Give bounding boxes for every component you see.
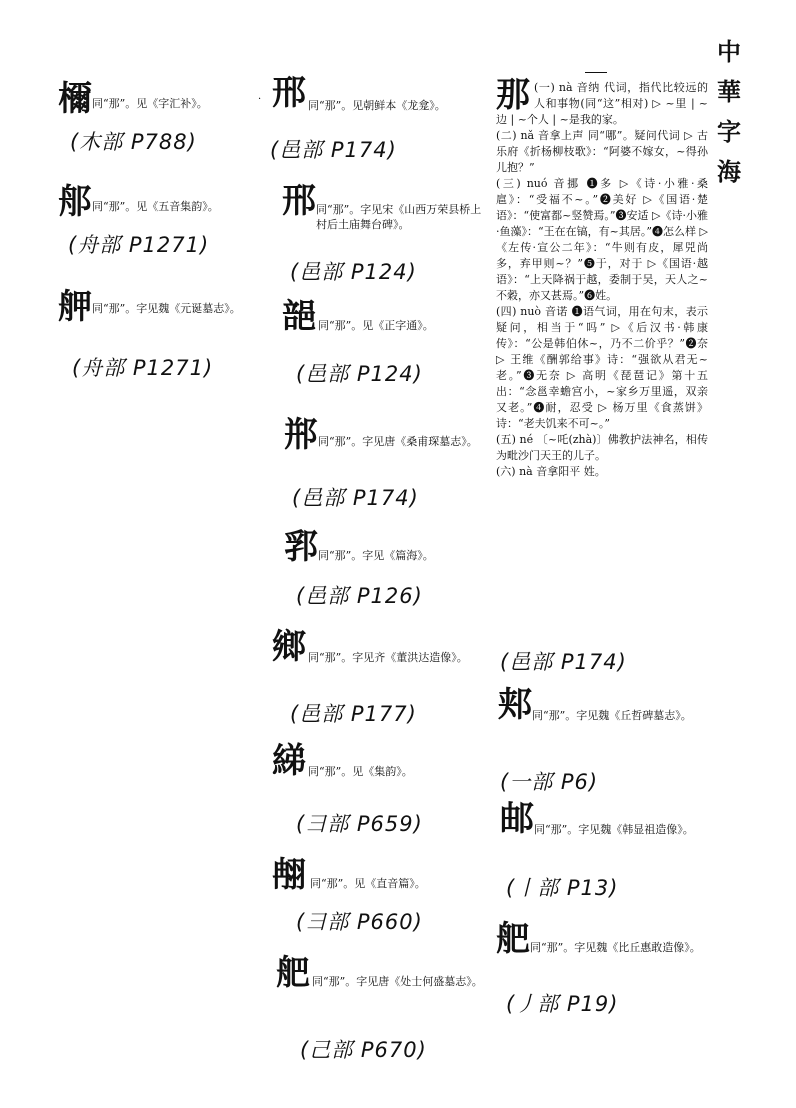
side-title-char: 字 — [717, 117, 741, 146]
headword: 郶 — [282, 297, 316, 337]
entry-definition: 同“那”。见《字汇补》。 — [92, 97, 208, 110]
entry-definition: 同“那”。字见魏《元诞墓志》。 — [92, 302, 241, 315]
handwritten-note: (邑部 P124) — [290, 260, 417, 284]
entry-definition: 同“那”。字见唐《处士何盛墓志》。 — [312, 975, 483, 988]
handwritten-note: (木部 P788) — [70, 130, 197, 154]
entry-definition: 同“那”。字见宋《山西万荣县桥上村后土庙舞台碑》。 — [316, 203, 482, 231]
handwritten-note: (丿部 P19) — [506, 992, 619, 1016]
entry-definition: 同“那”。字见魏《比丘惠敢造像》。 — [530, 941, 701, 954]
handwritten-note: (邑部 P174) — [292, 486, 419, 510]
handwritten-note: (己部 P670) — [300, 1038, 427, 1062]
entry-definition: 同“那”。字见《篇海》。 — [318, 549, 434, 562]
handwritten-note: (彐部 P660) — [296, 910, 423, 934]
main-entry-section: (四) nuò 音诺 ❶语气词，用在句末，表示疑问，相当于“吗” ▷《后汉书·韩康传》：“公是韩伯休~，乃不二价乎？”❷奈 ▷ 王维《酬郭给事》诗：“强欲从君无~老。”❸无奈 ▷ 高明《琵琶记》第十五出：“念邕幸蟾宫小，~家乡万里遥，双亲又老。”❹耐，忍受 ▷ 杨万里《食蒸饼》诗：“老夫饥来不可~。” — [496, 305, 708, 430]
headword: 舺 — [58, 287, 92, 327]
headword: 郏 — [498, 685, 532, 725]
handwritten-note: (邑部 P174) — [270, 138, 397, 162]
handwritten-note: (邑部 P174) — [500, 650, 627, 674]
entry-definition: 同“那”。字见齐《董洪达造像》。 — [308, 651, 468, 664]
entry-definition: 同“那”。见《集韵》。 — [308, 765, 413, 778]
headword: 鄉 — [272, 627, 306, 667]
margin-mark: · — [258, 94, 262, 105]
handwritten-note: (邑部 P124) — [296, 362, 423, 386]
handwritten-note: (邑部 P177) — [290, 702, 417, 726]
side-title-char: 中 — [717, 37, 741, 66]
headword: 䎃 — [272, 855, 306, 895]
side-title-char: 華 — [717, 77, 741, 106]
main-entry-section: (一) nà 音纳 代词，指代比较远的人和事物(同“这”相对) ▷ ~里 | ~边 | ~个人 | ~是我的家。 — [496, 81, 708, 126]
handwritten-note: (一部 P6) — [500, 770, 599, 794]
handwritten-note: (丨部 P13) — [506, 876, 619, 900]
headword: 郛 — [284, 527, 318, 567]
headword: 舥 — [276, 953, 310, 993]
main-headword: 那 — [496, 75, 530, 115]
headword: 邮 — [500, 799, 534, 839]
entry-definition: 同“那”。字见魏《丘哲碑墓志》。 — [532, 709, 692, 722]
entry-definition: 同“那”。见朝鲜本《龙龛》。 — [308, 99, 446, 112]
headword: 舥 — [496, 919, 530, 959]
entry-definition: 同“那”。字见魏《韩显祖造像》。 — [534, 823, 694, 836]
entry-definition: 同“那”。字见唐《桑甫琛墓志》。 — [318, 435, 478, 448]
headword: 綈 — [272, 741, 306, 781]
handwritten-note: (舟部 P1271) — [68, 233, 210, 257]
main-entry-section: (二) nǎ 音拿上声 同“哪”。疑问代词 ▷ 古乐府《折杨柳枝歌》：“阿婆不嫁女，~得孙儿抱？” — [496, 129, 708, 174]
headword: 檷 — [58, 79, 92, 119]
side-title — [714, 32, 744, 192]
entry-definition: 同“那”。见《正字通》。 — [318, 319, 434, 332]
headword: 郍 — [58, 182, 92, 222]
entry-definition: 同“那”。见《五音集韵》。 — [92, 200, 219, 213]
headword: 郱 — [284, 415, 318, 455]
handwritten-note: (舟部 P1271) — [72, 356, 214, 380]
side-title-char: 海 — [717, 157, 741, 186]
entry-definition: 同“那”。见《直音篇》。 — [310, 877, 426, 890]
main-entry-section: (三) nuó 音挪 ❶多 ▷《诗·小雅·桑扈》：“受福不~。”❷美好 ▷《国语·楚语》：“使富都~竖赞焉。”❸安适 ▷《诗·小雅·鱼藻》：“王在在镐，有~其居。”❹怎么样 ▷《左传·宣公二年》：“牛则有皮，犀兕尚多，弃甲则~？”❺于，对于 ▷《国语·越语》：“上天降祸于越，委制于吴，天人之~不穀，亦又甚焉。”❻姓。 — [496, 177, 708, 302]
handwritten-note: (彐部 P659) — [296, 812, 423, 836]
margin-dash — [585, 72, 607, 73]
main-entry-section: (五) né 〔~吒(zhà)〕佛教护法神名，相传为毗沙门天王的儿子。 — [496, 433, 708, 462]
main-entry — [496, 75, 708, 480]
headword: 邢 — [272, 73, 306, 113]
main-entry-section: (六) nà 音拿阳平 姓。 — [496, 465, 606, 478]
handwritten-note: (邑部 P126) — [296, 584, 423, 608]
headword: 邢 — [282, 181, 316, 221]
